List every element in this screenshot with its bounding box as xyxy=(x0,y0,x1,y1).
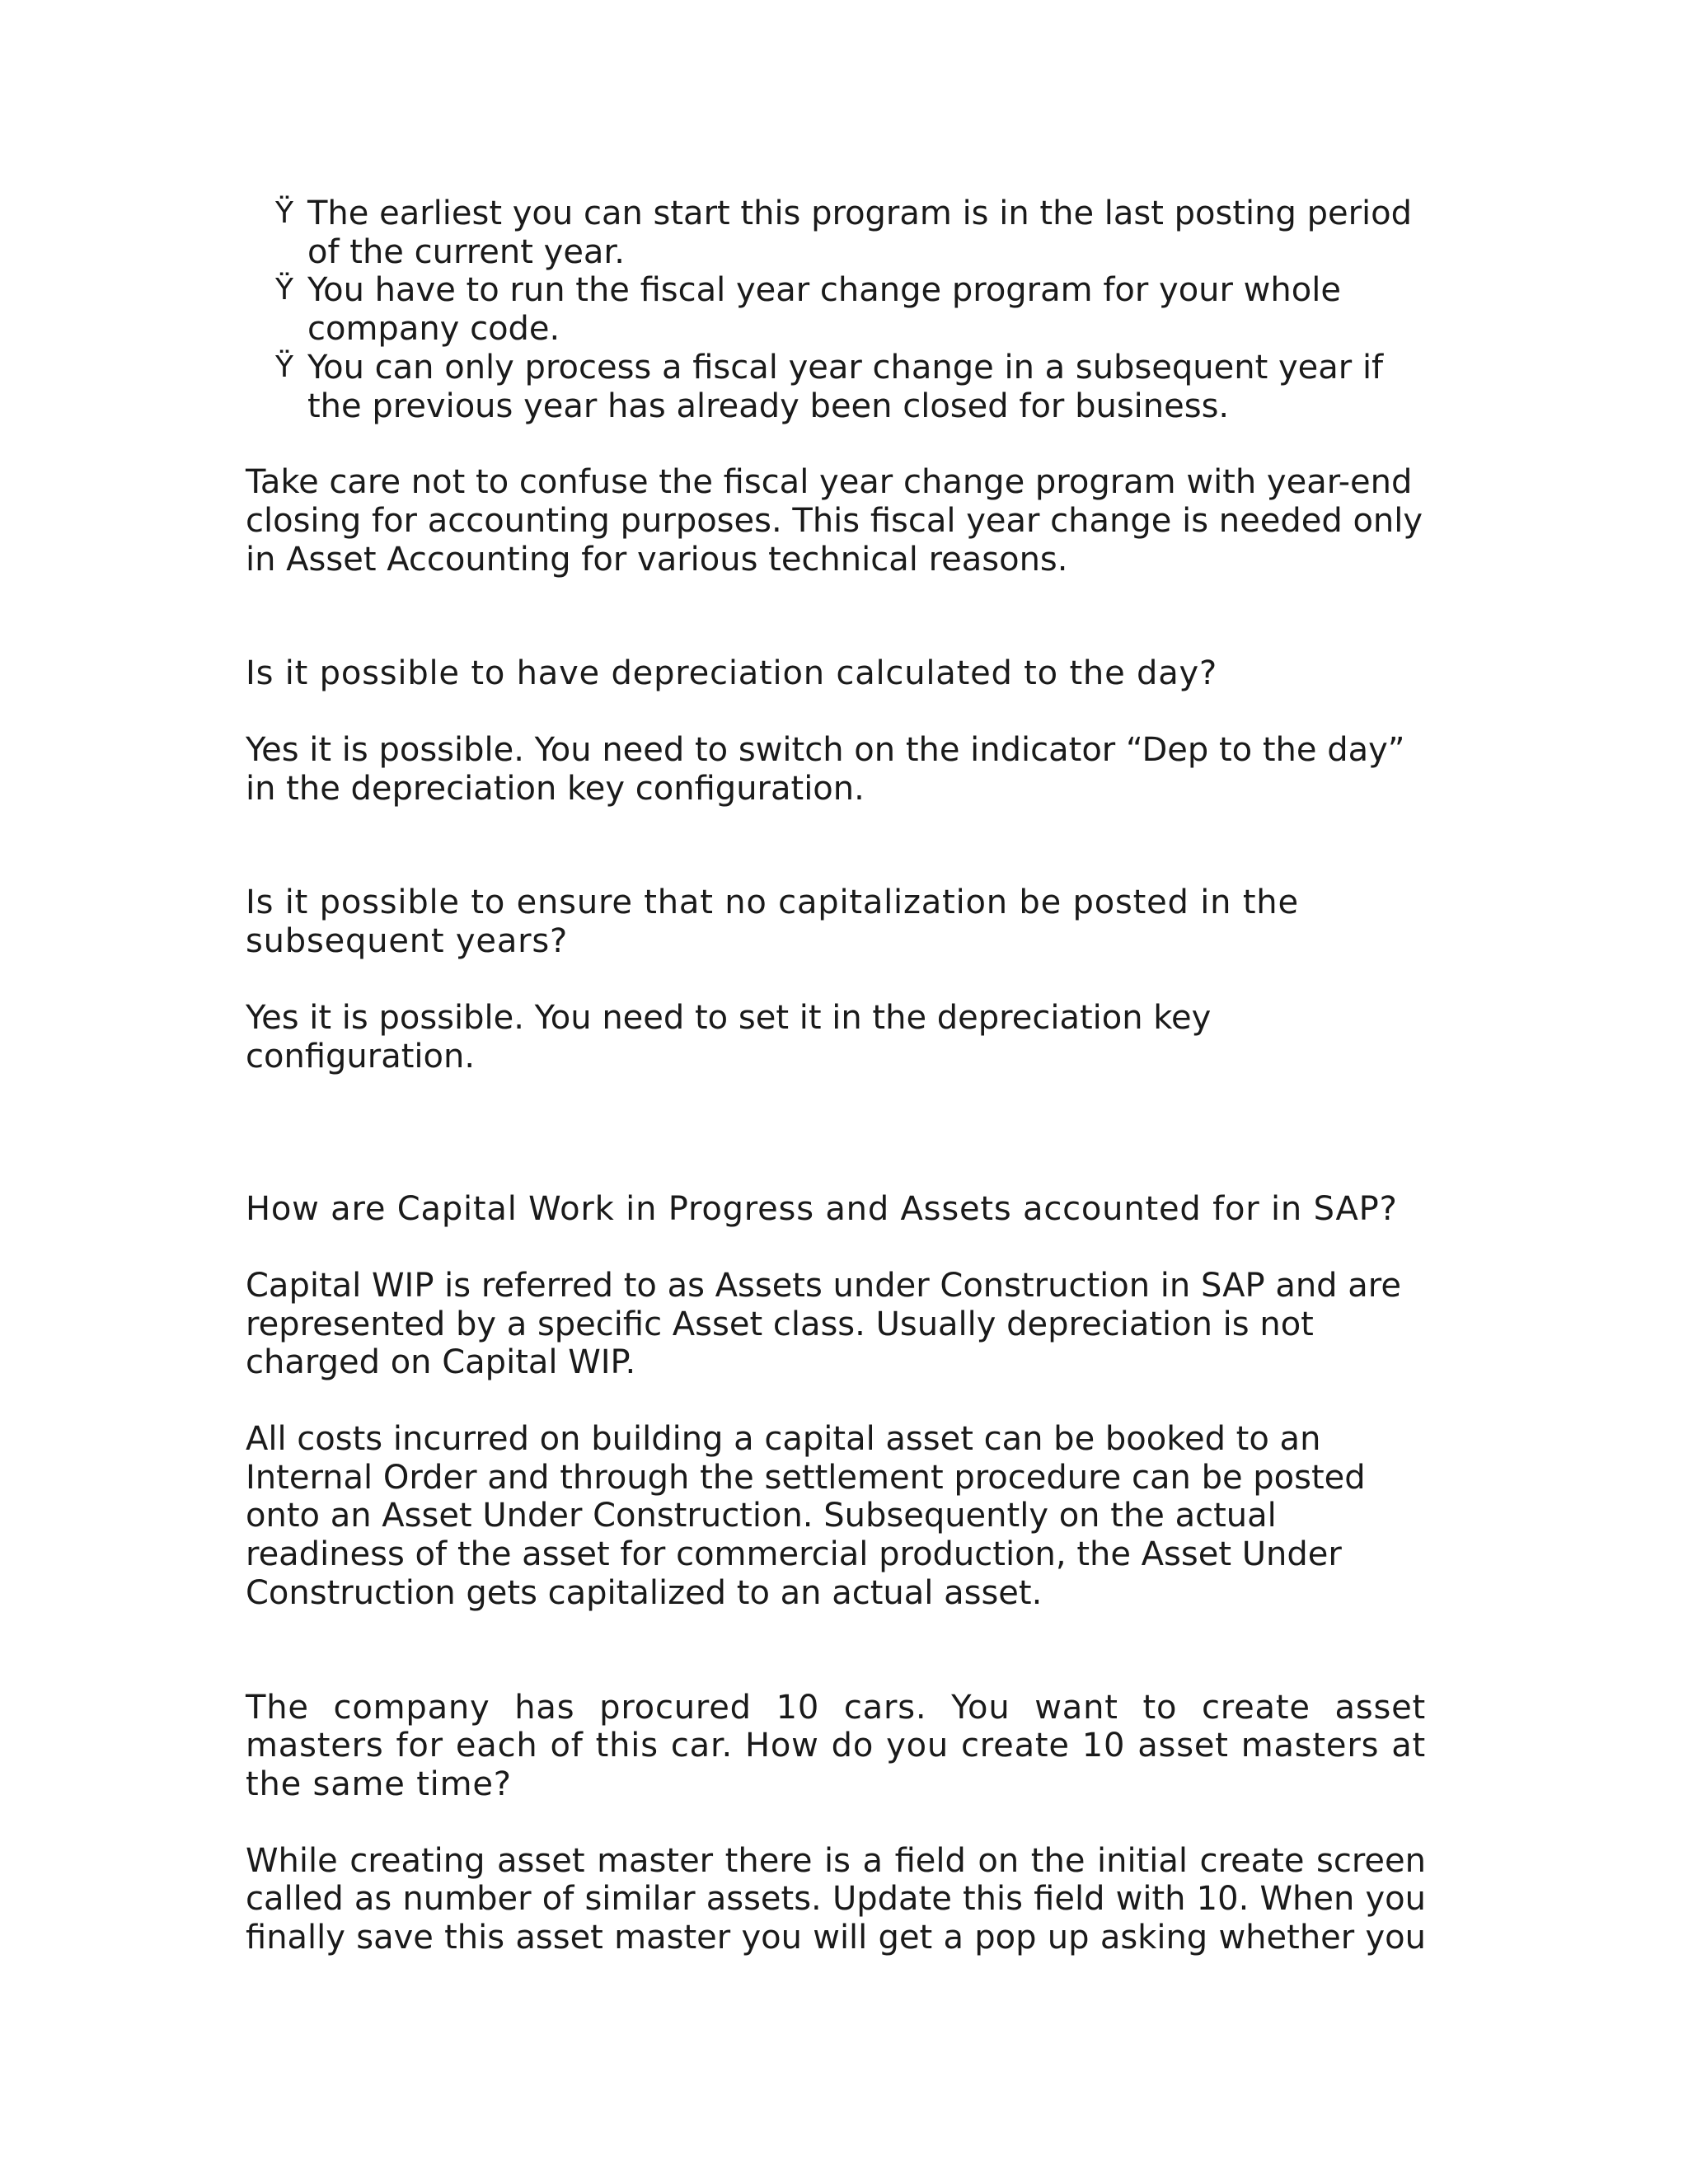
answer-capital-wip-1: Capital WIP is referred to as Assets under Construction in SAP and are represented by a specific Asset class. Usually depreciation is not charged on Capital WIP. xyxy=(246,1266,1401,1382)
answer-no-capitalization: Yes it is possible. You need to set it in the depreciation key configuration. xyxy=(246,998,1212,1076)
bullet-icon: Ÿ xyxy=(275,349,293,384)
answer-capital-wip-2: All costs incurred on building a capital asset can be booked to an Internal Order and through the settlement procedure can be posted onto an Asset Under Construction. Subsequently on the actual readiness of the asset for commercial production, the Asset Under Construction gets capitalized to an actual asset. xyxy=(246,1420,1366,1612)
question-depreciation-to-day: Is it possible to have depreciation calculated to the day? xyxy=(246,654,1218,693)
bullet-item xyxy=(246,194,1426,271)
intro-paragraph: Take care not to confuse the fiscal year change program with year-end closing for accounting purposes. This fiscal year change is needed only in Asset Accounting for various technical reasons. xyxy=(246,463,1423,579)
question-capital-wip: How are Capital Work in Progress and Assets accounted for in SAP? xyxy=(246,1190,1398,1229)
bullet-text: You have to run the fiscal year change program for your whole company code. xyxy=(307,271,1341,349)
bullet-list xyxy=(246,194,1426,425)
question-no-capitalization: Is it possible to ensure that no capitalization be posted in the subsequent years? xyxy=(246,883,1299,961)
bullet-item xyxy=(246,271,1426,348)
answer-ten-cars: While creating asset master there is a field on the initial create screen called as number of similar assets. Update this field with 10. When you finally save this asset master you will get a pop up asking whether you xyxy=(246,1841,1426,1957)
answer-depreciation-to-day: Yes it is possible. You need to switch on the indicator “Dep to the day” in the depreciation key configuration. xyxy=(246,731,1405,808)
question-ten-cars: The company has procured 10 cars. You want to create asset masters for each of this car. How do you create 10 asset masters at the same time? xyxy=(246,1688,1426,1803)
bullet-icon: Ÿ xyxy=(275,196,293,230)
bullet-text: You can only process a fiscal year change in a subsequent year if the previous year has already been closed for business. xyxy=(307,348,1384,425)
bullet-item xyxy=(246,349,1426,425)
bullet-icon: Ÿ xyxy=(275,273,293,307)
document-page xyxy=(246,194,1426,1957)
bullet-text: The earliest you can start this program is in the last posting period of the current year. xyxy=(307,194,1413,271)
